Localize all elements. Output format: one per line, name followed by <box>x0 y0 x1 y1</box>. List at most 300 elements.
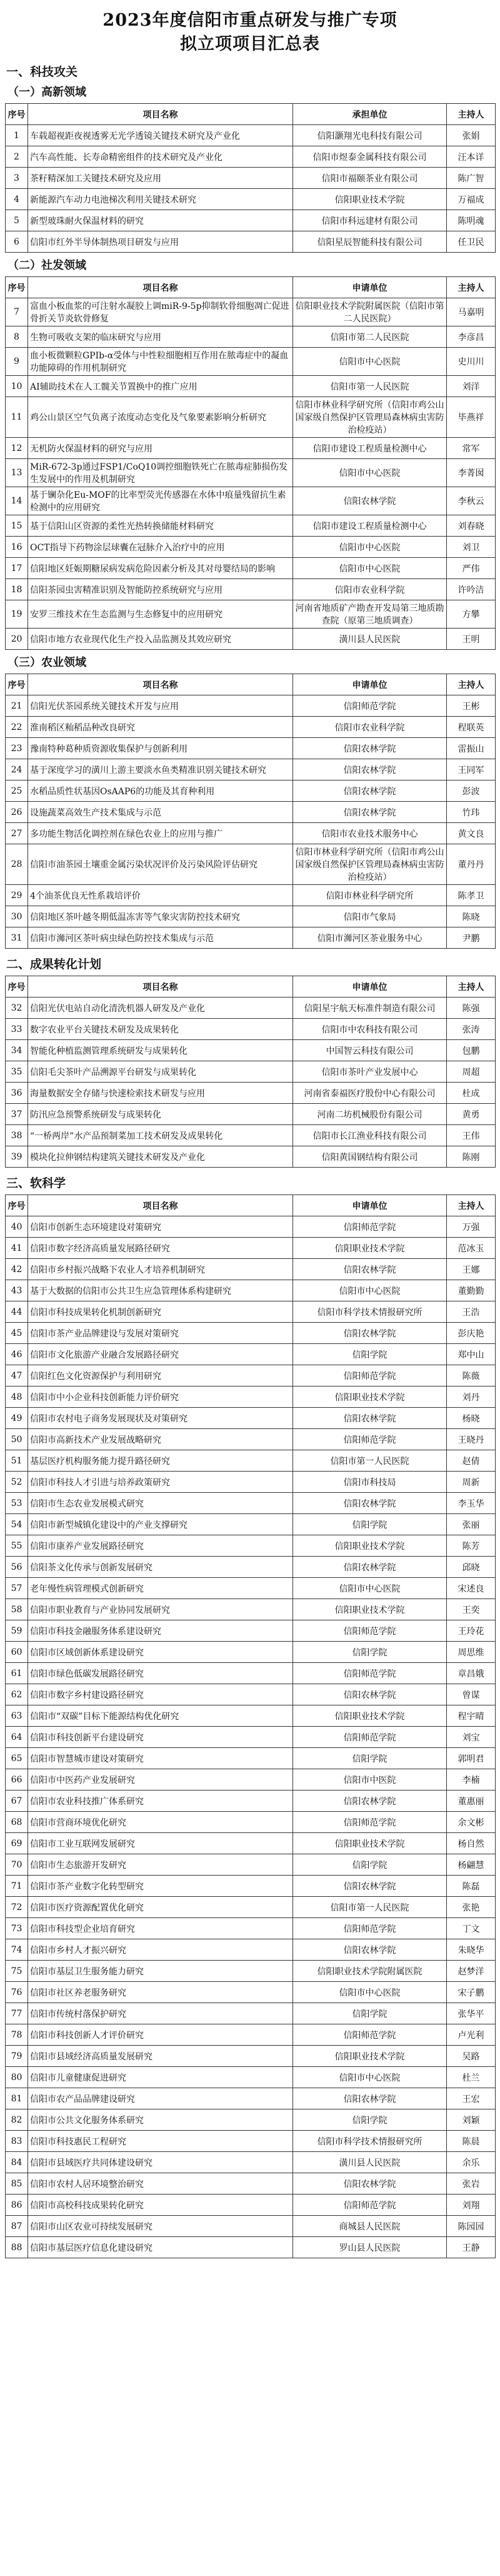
table-row <box>6 146 496 168</box>
table-row <box>6 2152 496 2173</box>
cell-no: 43 <box>6 1280 28 1301</box>
table-body <box>6 695 496 949</box>
cell-no: 25 <box>6 780 28 802</box>
cell-unit: 信阳职业技术学院 <box>293 189 447 210</box>
cell-project-name: 车载超视距夜视透雾无光学透镜关键技术研究及产业化 <box>28 125 293 146</box>
cell-no: 62 <box>6 1684 28 1705</box>
cell-unit: 信阳市第二人民医院 <box>293 326 447 348</box>
table-row <box>6 558 496 579</box>
cell-no: 10 <box>6 376 28 397</box>
table-row <box>6 1769 496 1791</box>
cell-host: 竹玮 <box>447 802 496 823</box>
table-row <box>6 1019 496 1040</box>
cell-no: 17 <box>6 558 28 579</box>
cell-unit: 信阳学院 <box>293 1642 447 1663</box>
cell-project-name: 信阳市职业教育与产业协同发展研究 <box>28 1599 293 1620</box>
cell-no: 28 <box>6 844 28 885</box>
table-row <box>6 1238 496 1259</box>
cell-host: 任卫民 <box>447 231 496 253</box>
cell-no: 3 <box>6 168 28 189</box>
cell-unit: 信阳师范学院 <box>293 1429 447 1450</box>
header-unit: 申请单位 <box>293 674 447 695</box>
cell-unit: 信阳星宇航天标准件制造有限公司 <box>293 998 447 1019</box>
cell-unit: 信阳农林学院 <box>293 2173 447 2195</box>
cell-no: 83 <box>6 2131 28 2152</box>
cell-host: 彭波 <box>447 780 496 802</box>
cell-unit: 信阳学院 <box>293 1344 447 1365</box>
header-row <box>6 976 496 998</box>
table-row <box>6 1897 496 1918</box>
table-row <box>6 1514 496 1535</box>
cell-no: 81 <box>6 2088 28 2109</box>
cell-host: 张娟 <box>447 125 496 146</box>
table-row <box>6 515 496 537</box>
cell-no: 76 <box>6 1982 28 2003</box>
cell-unit: 信阳农林学院 <box>293 2088 447 2109</box>
cell-no: 12 <box>6 438 28 459</box>
table-row <box>6 1280 496 1301</box>
cell-project-name: 防汛应急预警系统研发与成果转化 <box>28 1104 293 1125</box>
cell-host: 刘颖 <box>447 2109 496 2131</box>
cell-host: 董丹丹 <box>447 844 496 885</box>
header-unit: 申请单位 <box>293 976 447 998</box>
cell-host: 李玉华 <box>447 1493 496 1514</box>
cell-host: 杨自然 <box>447 1833 496 1854</box>
cell-no: 82 <box>6 2109 28 2131</box>
cell-host: 陈晓 <box>447 906 496 927</box>
table-row <box>6 927 496 949</box>
table-row <box>6 2003 496 2024</box>
table-row <box>6 1961 496 1982</box>
table-row <box>6 1259 496 1280</box>
cell-project-name: 信阳市中小企业科技创新能力评价研究 <box>28 1386 293 1408</box>
cell-no: 74 <box>6 1939 28 1961</box>
cell-project-name: 信阳红色文化资源保护与利用研究 <box>28 1365 293 1386</box>
cell-host: 宋述良 <box>447 1578 496 1599</box>
cell-project-name: 信阳市生态农业发展模式研究 <box>28 1493 293 1514</box>
table-row <box>6 1450 496 1472</box>
table-row <box>6 168 496 189</box>
cell-project-name: 信阳市科技成果转化机制创新研究 <box>28 1301 293 1323</box>
cell-project-name: 基层医疗机构服务能力提升路径研究 <box>28 1450 293 1472</box>
cell-host: 王静 <box>447 2237 496 2258</box>
cell-project-name: 血小板微颗粒GPIb-α受体与中性粒细胞相互作用在脓毒症中的凝血功能障碍的作用机制研究 <box>28 348 293 376</box>
cell-no: 5 <box>6 210 28 231</box>
cell-unit: 信阳农林学院 <box>293 1557 447 1578</box>
cell-host: 毕燕祥 <box>447 397 496 438</box>
header-unit: 承担单位 <box>293 104 447 125</box>
cell-host: 王娜 <box>447 1259 496 1280</box>
cell-project-name: 信阳市科技型企业培育研究 <box>28 1918 293 1939</box>
cell-host: 黄文良 <box>447 823 496 844</box>
cell-project-name: 信阳市农村人居环境整治研究 <box>28 2173 293 2195</box>
cell-project-name: 信阳市科技创新平台建设研究 <box>28 1727 293 1748</box>
cell-host: 王明 <box>447 629 496 650</box>
cell-unit: 河南省泰福医疗股份中心有限公司 <box>293 1083 447 1104</box>
cell-unit: 商城县人民医院 <box>293 2216 447 2237</box>
cell-project-name: 信阳市基层卫生服务能力研究 <box>28 1961 293 1982</box>
cell-unit: 信阳市长江渔业科技有限公司 <box>293 1125 447 1146</box>
header-name: 项目名称 <box>28 277 293 298</box>
table-row <box>6 2195 496 2216</box>
cell-host: 杨翩慧 <box>447 1854 496 1876</box>
cell-no: 69 <box>6 1833 28 1854</box>
cell-host: 周新 <box>447 1472 496 1493</box>
cell-unit: 信阳市林业科学研究所（信阳市鸡公山国家级自然保护区管理局森林病虫害防治检疫站） <box>293 844 447 885</box>
cell-no: 85 <box>6 2173 28 2195</box>
header-no: 序号 <box>6 976 28 998</box>
table-row <box>6 438 496 459</box>
cell-unit: 信阳市农业科学院 <box>293 579 447 600</box>
cell-project-name: 信阳市区域创新体系建设研究 <box>28 1642 293 1663</box>
cell-no: 30 <box>6 906 28 927</box>
cell-no: 71 <box>6 1876 28 1897</box>
cell-project-name: 信阳市红外半导体制热项目研发与应用 <box>28 231 293 253</box>
table-row <box>6 1812 496 1833</box>
cell-project-name: 鸡公山景区空气负离子浓度动态变化及气象要素影响分析研究 <box>28 397 293 438</box>
cell-unit: 信阳师范学院 <box>293 1918 447 1939</box>
cell-no: 6 <box>6 231 28 253</box>
table-row <box>6 125 496 146</box>
cell-no: 4 <box>6 189 28 210</box>
cell-host: 李菁囡 <box>447 459 496 487</box>
table-row <box>6 1663 496 1684</box>
cell-unit: 信阳市科学技术情报研究所 <box>293 1301 447 1323</box>
cell-host: 刘宝 <box>447 1727 496 1748</box>
cell-no: 35 <box>6 1061 28 1083</box>
table-row <box>6 759 496 780</box>
cell-host: 李秋云 <box>447 487 496 515</box>
section-title: 三、软科学 <box>6 1176 66 1190</box>
header-row <box>6 1195 496 1216</box>
table-row <box>6 1833 496 1854</box>
cell-no: 64 <box>6 1727 28 1748</box>
table-row <box>6 2237 496 2258</box>
cell-project-name: 信阳市公共文化服务体系研究 <box>28 2109 293 2131</box>
cell-host: 张岩 <box>447 2173 496 2195</box>
cell-no: 46 <box>6 1344 28 1365</box>
table-row <box>6 2173 496 2195</box>
cell-host: 范冰玉 <box>447 1238 496 1259</box>
cell-no: 23 <box>6 738 28 759</box>
cell-unit: 信阳学院 <box>293 1854 447 1876</box>
cell-project-name: 信阳市农业科技推广体系研究 <box>28 1791 293 1812</box>
table-row <box>6 1429 496 1450</box>
header-host: 主持人 <box>447 1195 496 1216</box>
cell-project-name: 信阳市医疗资源配置优化研究 <box>28 1897 293 1918</box>
cell-no: 68 <box>6 1812 28 1833</box>
cell-unit: 信阳市林业科学研究所 <box>293 885 447 906</box>
cell-no: 20 <box>6 629 28 650</box>
cell-no: 42 <box>6 1259 28 1280</box>
table-row <box>6 1620 496 1642</box>
cell-host: 董勤勤 <box>447 1280 496 1301</box>
table-header <box>6 277 496 298</box>
cell-host: 汪本详 <box>447 146 496 168</box>
cell-host: 张华平 <box>447 2003 496 2024</box>
cell-unit: 信阳市中心医院 <box>293 1578 447 1599</box>
cell-no: 21 <box>6 695 28 717</box>
table-header <box>6 674 496 695</box>
cell-project-name: 信阳市浉河区茶叶病虫绿色防控技术集成与示范 <box>28 927 293 949</box>
header-row <box>6 674 496 695</box>
cell-host: 方攀 <box>447 600 496 629</box>
cell-project-name: 信阳市绿色低碳发展路径研究 <box>28 1663 293 1684</box>
cell-unit: 信阳市第一人民医院 <box>293 1897 447 1918</box>
cell-no: 70 <box>6 1854 28 1876</box>
cell-project-name: 信阳市高校科技成果转化研究 <box>28 2195 293 2216</box>
cell-project-name: 信阳市数字经济高质量发展路径研究 <box>28 1238 293 1259</box>
title-line-1: 2023年度信阳市重点研发与推广专项 <box>102 11 398 30</box>
cell-host: 包鹏 <box>447 1040 496 1061</box>
header-host: 主持人 <box>447 104 496 125</box>
cell-host: 余文彬 <box>447 1812 496 1833</box>
cell-unit: 信阳农林学院 <box>293 759 447 780</box>
table-body <box>6 998 496 1168</box>
cell-no: 77 <box>6 2003 28 2024</box>
table-row <box>6 231 496 253</box>
table-row <box>6 1578 496 1599</box>
cell-unit: 信阳市科学技术情报研究所 <box>293 2131 447 2152</box>
cell-unit: 信阳市气象局 <box>293 906 447 927</box>
table-row <box>6 1791 496 1812</box>
cell-project-name: 信阳市传统村落保护研究 <box>28 2003 293 2024</box>
cell-no: 58 <box>6 1599 28 1620</box>
cell-project-name: 信阳市油茶园土壤重金属污染状况评价及污染风险评估研究 <box>28 844 293 885</box>
cell-project-name: 信阳茶园虫害精准识别及智能防控系统研究与应用 <box>28 579 293 600</box>
cell-project-name: 安罗三维技术在生态监测与生态修复中的应用研究 <box>28 600 293 629</box>
cell-unit: 信阳农林学院 <box>293 1493 447 1514</box>
cell-host: 程宇晴 <box>447 1705 496 1727</box>
cell-project-name: 信阳光伏茶园系统关键技术开发与应用 <box>28 695 293 717</box>
cell-unit: 信阳职业技术学院 <box>293 1599 447 1620</box>
cell-unit: 信阳市中心医院 <box>293 537 447 558</box>
header-name: 项目名称 <box>28 1195 293 1216</box>
cell-project-name: 4个油茶优良无性系栽培评价 <box>28 885 293 906</box>
table-row <box>6 1386 496 1408</box>
cell-no: 37 <box>6 1104 28 1125</box>
cell-project-name: 信阳市茶产业数字化转型研究 <box>28 1876 293 1897</box>
cell-project-name: 无机防火保温材料的研究与应用 <box>28 438 293 459</box>
cell-host: 刘翔 <box>447 2195 496 2216</box>
header-no: 序号 <box>6 1195 28 1216</box>
cell-host: 周超 <box>447 1061 496 1083</box>
table-row <box>6 1344 496 1365</box>
cell-no: 84 <box>6 2152 28 2173</box>
table-row <box>6 1125 496 1146</box>
cell-unit: 信阳市中医院 <box>293 1769 447 1791</box>
cell-unit: 信阳农林学院 <box>293 1684 447 1705</box>
table-row <box>6 802 496 823</box>
cell-host: 刘洋 <box>447 376 496 397</box>
table-row <box>6 1472 496 1493</box>
cell-no: 39 <box>6 1146 28 1168</box>
cell-no: 55 <box>6 1535 28 1557</box>
cell-unit: 罗山县人民医院 <box>293 2237 447 2258</box>
cell-no: 41 <box>6 1238 28 1259</box>
cell-project-name: 信阳市生态旅游开发研究 <box>28 1854 293 1876</box>
table-row <box>6 1642 496 1663</box>
cell-project-name: 信阳市新型城镇化建设中的产业支撑研究 <box>28 1514 293 1535</box>
cell-no: 54 <box>6 1514 28 1535</box>
cell-project-name: 汽车高性能、长寿命精密组件的技术研究及产业化 <box>28 146 293 168</box>
cell-no: 59 <box>6 1620 28 1642</box>
cell-project-name: 信阳市科技金融服务体系建设研究 <box>28 1620 293 1642</box>
cell-project-name: 生物可吸收支架的临床研究与应用 <box>28 326 293 348</box>
cell-no: 34 <box>6 1040 28 1061</box>
cell-no: 47 <box>6 1365 28 1386</box>
cell-project-name: 信阳市“双碳”目标下能源结构优化研究 <box>28 1705 293 1727</box>
project-table <box>5 1195 496 2258</box>
subsection-title: （三）农业领域 <box>8 656 86 669</box>
cell-no: 78 <box>6 2024 28 2046</box>
cell-no: 79 <box>6 2046 28 2067</box>
cell-unit: 信阳星辰智能科技有限公司 <box>293 231 447 253</box>
cell-project-name: 茶籽精深加工关键技术研究及应用 <box>28 168 293 189</box>
table-row <box>6 695 496 717</box>
cell-host: 陈磊 <box>447 1876 496 1897</box>
cell-no: 75 <box>6 1961 28 1982</box>
table-header <box>6 1195 496 1216</box>
cell-no: 40 <box>6 1216 28 1238</box>
cell-unit: 信阳农林学院 <box>293 487 447 515</box>
cell-host: 王伟 <box>447 1125 496 1146</box>
cell-project-name: 信阳市茶产业品牌建设与发展对策研究 <box>28 1323 293 1344</box>
cell-project-name: 信阳市科技惠民工程研究 <box>28 2131 293 2152</box>
cell-project-name: 新型玻珠耐火保温材料的研究 <box>28 210 293 231</box>
cell-host: 陈园园 <box>447 2216 496 2237</box>
table-row <box>6 1876 496 1897</box>
cell-project-name: 信阳市社区养老服务研究 <box>28 1982 293 2003</box>
cell-no: 11 <box>6 397 28 438</box>
cell-host: 万福成 <box>447 189 496 210</box>
cell-unit: 信阳职业技术学院附属医院 <box>293 1961 447 1982</box>
cell-unit: 信阳市农业科学院 <box>293 717 447 738</box>
cell-project-name: 信阳市地方农业现代化生产投入品监测及其效应研究 <box>28 629 293 650</box>
cell-project-name: 信阳光伏电站自动化清洗机器人研发及产业化 <box>28 998 293 1019</box>
cell-project-name: 信阳市基层医疗信息化建设研究 <box>28 2237 293 2258</box>
table-row <box>6 537 496 558</box>
cell-host: 宋子鹏 <box>447 1982 496 2003</box>
subsection-title: （一）高新领域 <box>8 86 86 99</box>
table-row <box>6 1301 496 1323</box>
cell-unit: 信阳师范学院 <box>293 1365 447 1386</box>
table-row <box>6 298 496 326</box>
cell-host: 陈刚 <box>447 1146 496 1168</box>
cell-project-name: 信阳市县域医疗共同体建设研究 <box>28 2152 293 2173</box>
cell-project-name: 信阳市营商环境优化研究 <box>28 1812 293 1833</box>
table-row <box>6 1939 496 1961</box>
cell-unit: 信阳农林学院 <box>293 1323 447 1344</box>
table-row <box>6 1061 496 1083</box>
cell-unit: 信阳农林学院 <box>293 1876 447 1897</box>
cell-project-name: 信阳市创新生态环境建设对策研究 <box>28 1216 293 1238</box>
cell-host: 彭庆艳 <box>447 1323 496 1344</box>
cell-no: 9 <box>6 348 28 376</box>
cell-no: 56 <box>6 1557 28 1578</box>
project-table <box>5 674 496 949</box>
cell-project-name: 信阳市中医药产业发展研究 <box>28 1769 293 1791</box>
table-body <box>6 298 496 650</box>
cell-project-name: AI辅助技术在人工髋关节置换中的推广应用 <box>28 376 293 397</box>
cell-project-name: 信阳市科技人才引进与培养政策研究 <box>28 1472 293 1493</box>
cell-host: 杜兰 <box>447 2067 496 2088</box>
cell-host: 王宏 <box>447 2088 496 2109</box>
cell-unit: 信阳市中心医院 <box>293 2067 447 2088</box>
cell-project-name: OCT指导下药物涂层球囊在冠脉介入治疗中的应用 <box>28 537 293 558</box>
cell-host: 邱晓 <box>447 1557 496 1578</box>
table-row <box>6 1982 496 2003</box>
project-table <box>5 976 496 1168</box>
cell-host: 卢光利 <box>447 2024 496 2046</box>
table-row <box>6 1365 496 1386</box>
header-host: 主持人 <box>447 976 496 998</box>
cell-no: 66 <box>6 1769 28 1791</box>
cell-no: 53 <box>6 1493 28 1514</box>
table-row <box>6 1146 496 1168</box>
cell-project-name: 数字农业平台关键技术研发及成果转化 <box>28 1019 293 1040</box>
header-unit: 申请单位 <box>293 277 447 298</box>
section-title: 一、科技攻关 <box>6 65 78 79</box>
cell-host: 李楠 <box>447 1769 496 1791</box>
table-row <box>6 579 496 600</box>
cell-unit: 中国智云科技有限公司 <box>293 1040 447 1061</box>
table-row <box>6 459 496 487</box>
table-row <box>6 906 496 927</box>
cell-unit: 信阳职业技术学院附属医院（信阳市第二人民医院） <box>293 298 447 326</box>
table-row <box>6 885 496 906</box>
cell-project-name: 富血小板血浆的可注射水凝胶上调miR-9-5p抑制软骨细胞凋亡促进骨折关节炎软骨修复 <box>28 298 293 326</box>
cell-unit: 信阳学院 <box>293 2109 447 2131</box>
cell-host: 王浩 <box>447 1301 496 1323</box>
header-no: 序号 <box>6 674 28 695</box>
document-content <box>5 63 495 2258</box>
cell-host: 程联英 <box>447 717 496 738</box>
table-row <box>6 1323 496 1344</box>
header-no: 序号 <box>6 277 28 298</box>
cell-unit: 信阳学院 <box>293 1514 447 1535</box>
cell-project-name: 基于镧杂化Eu-MOF的比率型荧光传感器在水体中痕量残留抗生素检测中的应用研究 <box>28 487 293 515</box>
cell-unit: 信阳市中农科技有限公司 <box>293 1019 447 1040</box>
cell-unit: 潢川县人民医院 <box>293 629 447 650</box>
cell-host: 陈芳 <box>447 1535 496 1557</box>
table-row <box>6 1083 496 1104</box>
table-row <box>6 487 496 515</box>
cell-project-name: 信阳市智慧城市建设对策研究 <box>28 1748 293 1769</box>
cell-host: 王奕 <box>447 1599 496 1620</box>
cell-project-name: 信阳市乡村人才振兴研究 <box>28 1939 293 1961</box>
cell-host: 李彦昌 <box>447 326 496 348</box>
table-row <box>6 780 496 802</box>
cell-no: 32 <box>6 998 28 1019</box>
table-row <box>6 1040 496 1061</box>
cell-no: 63 <box>6 1705 28 1727</box>
cell-no: 60 <box>6 1642 28 1663</box>
cell-unit: 信阳市中心医院 <box>293 459 447 487</box>
cell-project-name: 信阳市高新技术产业发展战略研究 <box>28 1429 293 1450</box>
cell-no: 52 <box>6 1472 28 1493</box>
header-unit: 申请单位 <box>293 1195 447 1216</box>
cell-host: 刘丹 <box>447 1386 496 1408</box>
table-row <box>6 1104 496 1125</box>
document-title <box>5 9 495 56</box>
cell-unit: 信阳市第一人民医院 <box>293 376 447 397</box>
table-row <box>6 1854 496 1876</box>
cell-no: 48 <box>6 1386 28 1408</box>
cell-unit: 信阳职业技术学院 <box>293 1535 447 1557</box>
cell-unit: 信阳市福颐茶业有限公司 <box>293 168 447 189</box>
cell-project-name: 水稻品质性状基因OsAAP6的功能及其育种利用 <box>28 780 293 802</box>
